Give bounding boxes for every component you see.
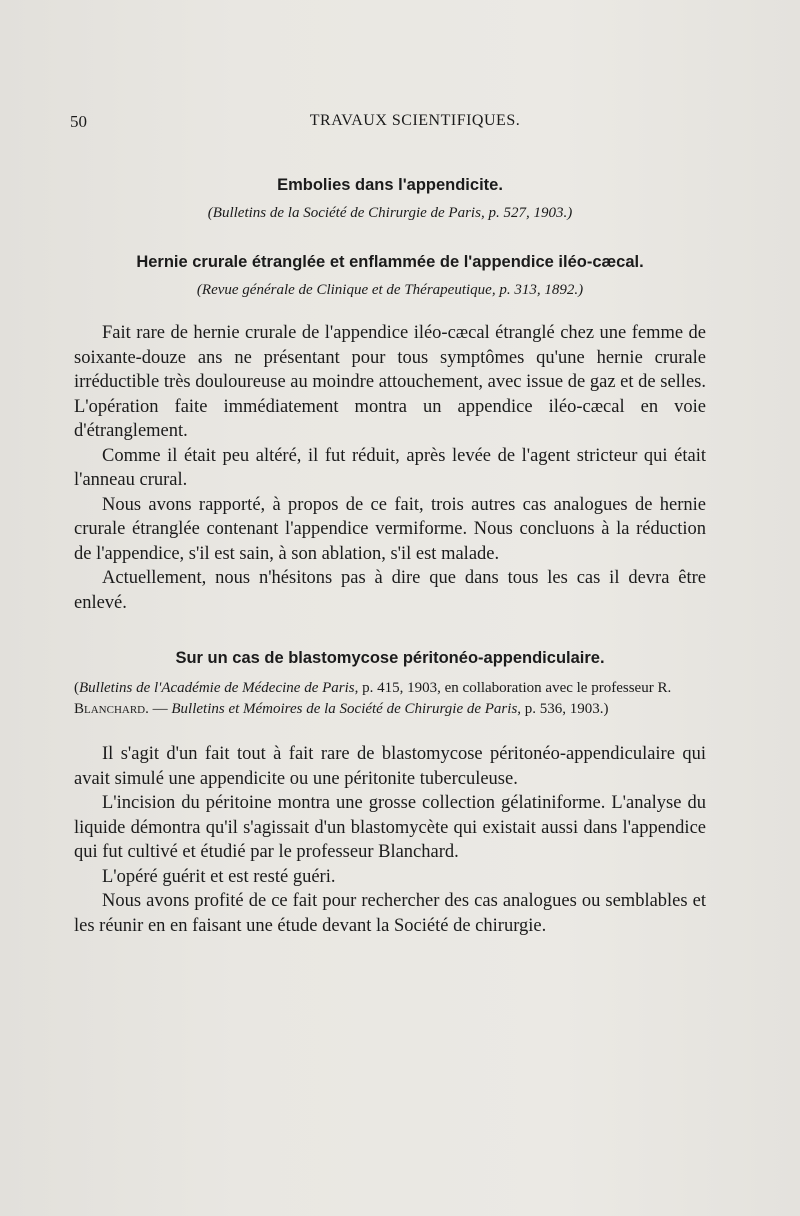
page-number: 50 [70,112,87,131]
page-content [74,176,706,938]
section-title-blastomycose: Sur un cas de blastomycose péritonéo-appendiculaire. [175,649,605,667]
section-citation-blastomycose: (Bulletins de l'Académie de Médecine de Paris, p. 415, 1903, en collaboration avec le professeur R. Blanchard. — Bulletins et Mémoires de la Société de Chirurgie de Paris, p. 536, 1903.) [74,680,672,717]
paragraph: Il s'agit d'un fait tout à fait rare de blastomycose péritonéo-appendiculaire qui avait simulé une appendicite ou une péritonite tuberculeuse. [74,744,706,789]
paragraph: Nous avons profité de ce fait pour rechercher des cas analogues ou semblables et les réunir en en faisant une étude devant la Société de chirurgie. [74,891,706,936]
section-title-embolies: Embolies dans l'appendicite. [277,176,503,194]
running-title: TRAVAUX SCIENTIFIQUES. [309,112,521,129]
paragraph: L'incision du péritoine montra une grosse collection gélatiniforme. L'analyse du liquide démontra qu'il s'agissait d'un blastomycète qui existait aussi dans l'appendice qui fut cultivé et étudié par le professeur Blanchard. [74,793,706,862]
paragraph: Actuellement, nous n'hésitons pas à dire que dans tous les cas il devra être enlevé. [74,568,706,613]
paragraph: Comme il était peu altéré, il fut réduit, après levée de l'agent stricteur qui était l'anneau crural. [74,445,706,490]
section-title-hernie: Hernie crurale étranglée et enflammée de l'appendice iléo-cæcal. [136,253,644,271]
paragraph: L'opéré guérit et est resté guéri. [102,866,336,887]
paragraph: Fait rare de hernie crurale de l'appendice iléo-cæcal étranglé chez une femme de soixante-douze ans ne présentant pour tous symptômes qu'une hernie crurale irréductible très douloureuse au moindre attouchement, avec issue de gaz et de selles. L'opération faite immédiatement montra un appendice iléo-cæcal en voie d'étranglement. [74,323,706,441]
section-citation-embolies: (Bulletins de la Société de Chirurgie de Paris, p. 527, 1903.) [207,205,573,221]
paragraph: Nous avons rapporté, à propos de ce fait, trois autres cas analogues de hernie crurale étranglée contenant l'appendice vermiforme. Nous concluons à la réduction de l'appendice, s'il est sain, à son ablation, s'il est malade. [74,494,706,564]
page-header [70,112,760,136]
section-citation-hernie: (Revue générale de Clinique et de Thérapeutique, p. 313, 1892.) [196,282,584,298]
